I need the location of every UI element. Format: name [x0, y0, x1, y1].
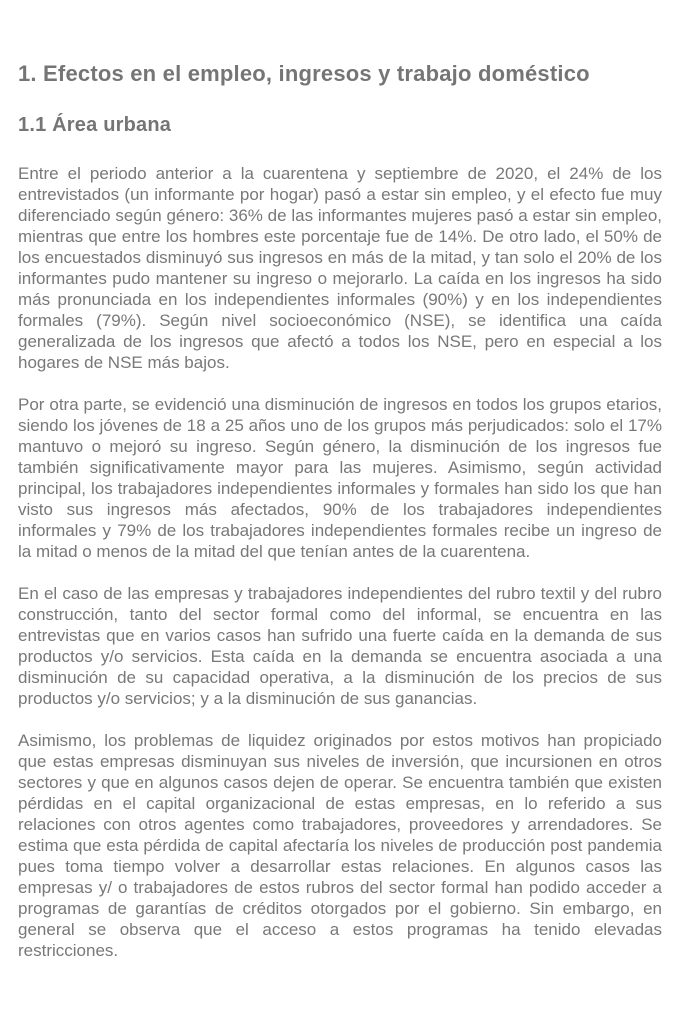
subsection-heading: 1.1 Área urbana [18, 114, 172, 136]
paragraph-2: Por otra parte, se evidenció una disminución de ingresos en todos los grupos etarios, siendo los jóvenes de 18 a 25 años uno de los grupos más perjudicados: solo el 17% mantuvo o mejoró su ingreso. Según género, la disminución de los ingresos fue también significativamente mayor para las mujeres. Asimismo, según actividad principal, los trabajadores independientes informales y formales han sido los que han visto sus ingresos más afectados, 90% de los trabajadores independientes informales y 79% de los trabajadores independientes formales recibe un ingreso de la mitad o menos de la mitad del que tenían antes de la cuarentena. [18, 395, 662, 561]
section-heading: 1. Efectos en el empleo, ingresos y trabajo doméstico [18, 61, 590, 86]
paragraph-1: Entre el periodo anterior a la cuarentena y septiembre de 2020, el 24% de los entrevistados (un informante por hogar) pasó a estar sin empleo, y el efecto fue muy diferenciado según género: 36% de las informantes mujeres pasó a estar sin empleo, mientras que entre los hombres este porcentaje fue de 14%. De otro lado, el 50% de los encuestados disminuyó sus ingresos en más de la mitad, y tan solo el 20% de los informantes pudo mantener su ingreso o mejorarlo. La caída en los ingresos ha sido más pronunciada en los independientes informales (90%) y en los independientes formales (79%). Según nivel socioeconómico (NSE), se identifica una caída generalizada de los ingresos que afectó a todos los NSE, pero en especial a los hogares de NSE más bajos. [18, 164, 662, 372]
paragraph-4: Asimismo, los problemas de liquidez originados por estos motivos han propiciado que estas empresas disminuyan sus niveles de inversión, que incursionen en otros sectores y que en algunos casos dejen de operar. Se encuentra también que existen pérdidas en el capital organizacional de estas empresas, en lo referido a sus relaciones con otros agentes como trabajadores, proveedores y arrendadores. Se estima que esta pérdida de capital afectaría los niveles de producción post pandemia pues toma tiempo volver a desarrollar estas relaciones. En algunos casos las empresas y/ o trabajadores de estos rubros del sector formal han podido acceder a programas de garantías de créditos otorgados por el gobierno. Sin embargo, en general se observa que el acceso a estos programas ha tenido elevadas restricciones. [18, 731, 662, 960]
document-body [18, 163, 662, 961]
paragraph-3: En el caso de las empresas y trabajadores independientes del rubro textil y del rubro construcción, tanto del sector formal como del informal, se encuentra en las entrevistas que en varios casos han sufrido una fuerte caída en la demanda de sus productos y/o servicios. Esta caída en la demanda se encuentra asociada a una disminución de su capacidad operativa, a la disminución de los precios de sus productos y/o servicios; y a la disminución de sus ganancias. [18, 584, 662, 708]
